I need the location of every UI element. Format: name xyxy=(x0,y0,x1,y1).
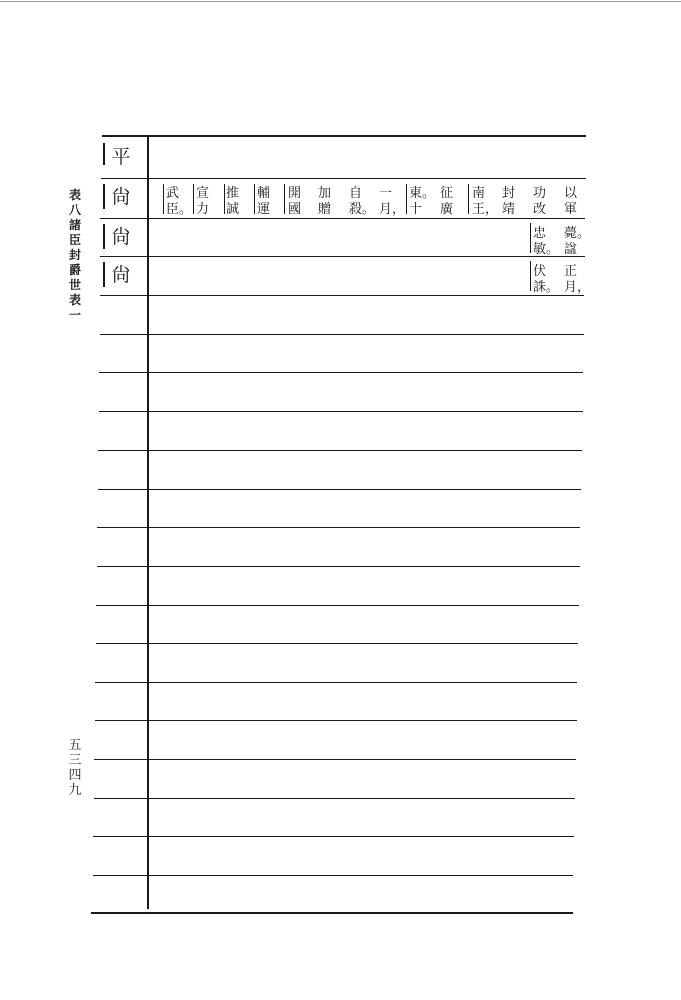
row-label-shang-3: 尙 xyxy=(111,264,131,286)
row-rule xyxy=(96,643,578,644)
running-head: 表八 諸臣封爵世表一 xyxy=(68,188,94,322)
label-column-divider xyxy=(147,137,149,909)
row-rule xyxy=(94,759,576,760)
column-tick xyxy=(163,184,164,214)
glyph: 靖 xyxy=(502,202,516,217)
row-rule xyxy=(97,527,580,528)
text-column xyxy=(564,226,590,258)
row-label-shang-1: 尙 xyxy=(111,186,131,208)
glyph: 封 xyxy=(502,186,516,201)
row-rule xyxy=(93,875,573,876)
glyph: 力 xyxy=(196,202,210,217)
row-rule xyxy=(95,682,577,683)
row-rule xyxy=(99,411,583,412)
glyph: 一 xyxy=(379,186,393,201)
glyph: 殺。 xyxy=(349,202,376,217)
text-column xyxy=(502,186,515,218)
glyph: 誠 xyxy=(226,202,240,217)
glyph: 自 xyxy=(349,186,363,201)
text-column xyxy=(288,186,301,218)
text-column xyxy=(196,186,209,218)
glyph: 武 xyxy=(166,186,180,201)
row-rule xyxy=(100,218,585,219)
glyph: 運 xyxy=(257,202,271,217)
column-tick xyxy=(284,184,285,214)
glyph: 薨。 xyxy=(564,226,591,241)
text-column xyxy=(349,186,375,218)
glyph: 宣 xyxy=(196,186,210,201)
glyph: 廣 xyxy=(440,202,454,217)
text-column xyxy=(472,186,498,218)
glyph: 推 xyxy=(226,186,240,201)
page-top-edge xyxy=(0,1,681,2)
glyph: 月， xyxy=(564,280,591,295)
glyph: 軍 xyxy=(564,202,578,217)
glyph: 輔 xyxy=(257,186,271,201)
column-tick xyxy=(530,223,531,253)
text-column xyxy=(533,264,559,296)
label-gutter-bar xyxy=(103,224,105,249)
table-top-rule xyxy=(102,135,586,137)
glyph: 開 xyxy=(288,186,302,201)
row-rule xyxy=(100,334,584,335)
glyph: 誅。 xyxy=(533,280,560,295)
column-tick xyxy=(530,261,531,291)
text-column xyxy=(440,186,453,218)
text-column xyxy=(166,186,192,218)
row-rule xyxy=(100,295,584,296)
column-tick xyxy=(254,184,255,214)
text-column xyxy=(257,186,270,218)
glyph: 正 xyxy=(564,264,578,279)
glyph: 南 xyxy=(472,186,486,201)
column-tick xyxy=(193,184,194,214)
text-column xyxy=(379,186,405,218)
text-column xyxy=(318,186,331,218)
label-gutter-bar xyxy=(103,262,105,287)
row-rule xyxy=(98,489,581,490)
text-column xyxy=(409,186,435,218)
column-tick xyxy=(406,184,407,214)
text-column xyxy=(226,186,239,218)
glyph: 忠 xyxy=(533,226,547,241)
glyph: 改 xyxy=(533,202,547,217)
row-rule xyxy=(95,720,577,721)
glyph: 功 xyxy=(533,186,547,201)
label-gutter-bar xyxy=(103,184,105,209)
glyph: 贈 xyxy=(318,202,332,217)
text-column xyxy=(564,186,577,218)
row-rule xyxy=(96,605,579,606)
label-gutter-bar xyxy=(103,143,105,165)
row-label-ping: 平 xyxy=(111,146,131,168)
text-column xyxy=(533,186,546,218)
glyph: 以 xyxy=(564,186,578,201)
row-label-shang-2: 尙 xyxy=(111,226,131,248)
text-column xyxy=(564,264,590,296)
row-rule xyxy=(100,256,585,257)
glyph: 加 xyxy=(318,186,332,201)
glyph: 東。 xyxy=(409,186,436,201)
glyph: 國 xyxy=(288,202,302,217)
glyph: 敏。 xyxy=(533,242,560,257)
row-rule xyxy=(97,566,580,567)
glyph: 伏 xyxy=(533,264,547,279)
row-rule xyxy=(93,836,574,837)
column-tick xyxy=(468,184,469,214)
glyph: 十 xyxy=(409,202,423,217)
row-rule xyxy=(99,372,583,373)
glyph: 王， xyxy=(472,202,499,217)
glyph: 諡 xyxy=(564,242,578,257)
table-bottom-rule xyxy=(91,912,573,914)
text-column xyxy=(533,226,559,258)
row-rule xyxy=(98,450,582,451)
glyph: 臣。 xyxy=(166,202,193,217)
page-number: 五三四九 xyxy=(68,738,82,798)
glyph: 月， xyxy=(379,202,406,217)
glyph: 征 xyxy=(440,186,454,201)
column-tick xyxy=(224,184,225,214)
row-rule xyxy=(101,178,586,179)
row-rule xyxy=(94,798,575,799)
